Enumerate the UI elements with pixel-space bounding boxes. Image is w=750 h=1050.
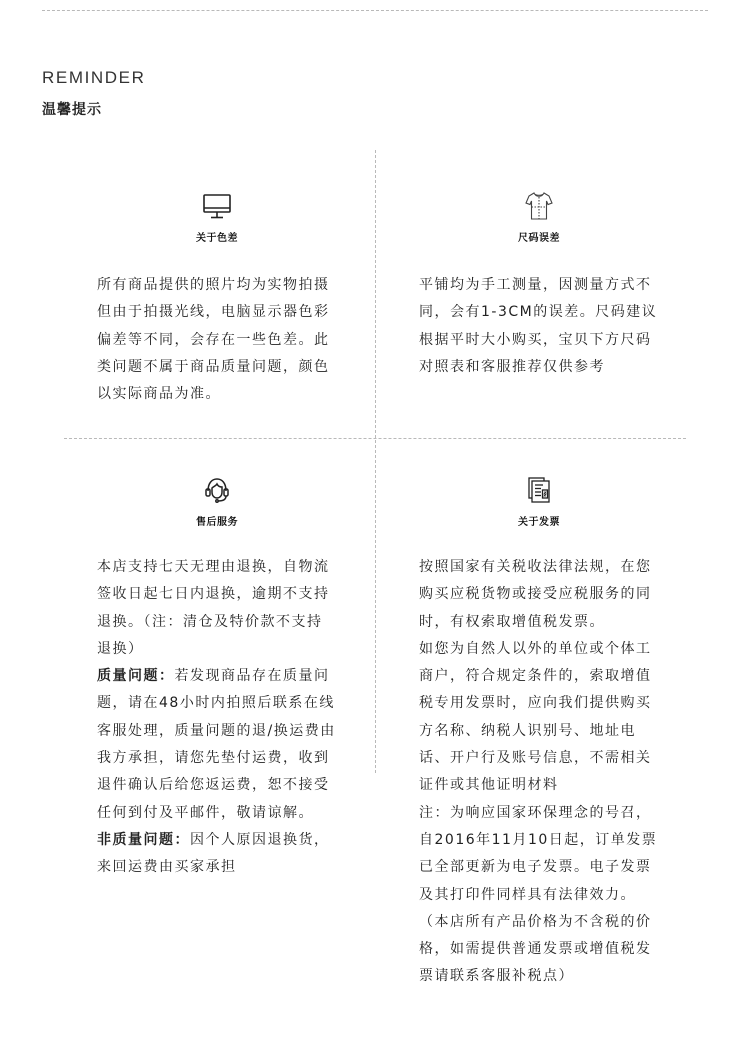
- invoice-electronic-note: 注：为响应国家环保理念的号召，自2016年11月10日起，订单发票已全部更新为电子发票。电子发票及其打印件同样具有法律效力。（本店所有产品价格为不含税的价格，如需提供普通发票或增值税发票请联系客服补税点）: [419, 804, 658, 985]
- reminder-title-cn: 温馨提示: [42, 102, 102, 118]
- monitor-icon: [202, 191, 232, 221]
- after-sales-section: [97, 472, 337, 882]
- invoice-title: 关于发票: [518, 517, 560, 528]
- non-quality-issue-text: 因个人原因退换货，来回运费由买家承担: [97, 831, 330, 876]
- invoice-icon: [524, 475, 554, 505]
- tshirt-icon: [522, 189, 556, 223]
- invoice-section: [419, 472, 659, 991]
- quality-issue-text: 若发现商品存在质量问题，请在48小时内拍照后联系在线客服处理，质量问题的退/换运费由我方承担，请您先垫付运费，收到退件确认后给您返运费，恕不接受任何到付及平邮件，敬请谅解。: [97, 668, 336, 821]
- color-difference-title: 关于色差: [196, 233, 238, 244]
- after-sales-title: 售后服务: [196, 517, 238, 528]
- size-error-text: 平铺均为手工测量，因测量方式不同，会有1-3CM的误差。尺码建议根据平时大小购买，宝贝下方尺码对照表和客服推荐仅供参考: [419, 277, 658, 375]
- after-sales-policy-text: 本店支持七天无理由退换，自物流签收日起七日内退换，逾期不支持退换。（注：清仓及特价款不支持退换）: [97, 559, 330, 657]
- reminder-title-en: REMINDER: [42, 68, 146, 87]
- quality-issue-paragraph: [97, 663, 337, 827]
- non-quality-issue-paragraph: [97, 827, 337, 882]
- invoice-special-text: 如您为自然人以外的单位或个体工商户，符合规定条件的，索取增值税专用发票时，应向我们提供购买方名称、纳税人识别号、地址电话、开户行及账号信息，不需相关证件或其他证明材料: [419, 640, 652, 794]
- color-difference-text: 所有商品提供的照片均为实物拍摄但由于拍摄光线，电脑显示器色彩偏差等不同，会存在一些色差。此类问题不属于商品质量问题，颜色以实际商品为准。: [97, 277, 330, 403]
- quality-issue-label: 质量问题：: [97, 668, 175, 685]
- size-error-section: [419, 188, 659, 381]
- color-difference-section: [97, 188, 337, 408]
- vertical-divider: [375, 150, 376, 773]
- headset-icon: [202, 475, 232, 505]
- size-error-title: 尺码误差: [518, 233, 560, 244]
- top-divider: [42, 10, 708, 11]
- invoice-rights-text: 按照国家有关税收法律法规，在您购买应税货物或接受应税服务的同时，有权索取增值税发票。: [419, 559, 652, 630]
- horizontal-divider: [64, 438, 686, 439]
- non-quality-issue-label: 非质量问题：: [97, 831, 190, 848]
